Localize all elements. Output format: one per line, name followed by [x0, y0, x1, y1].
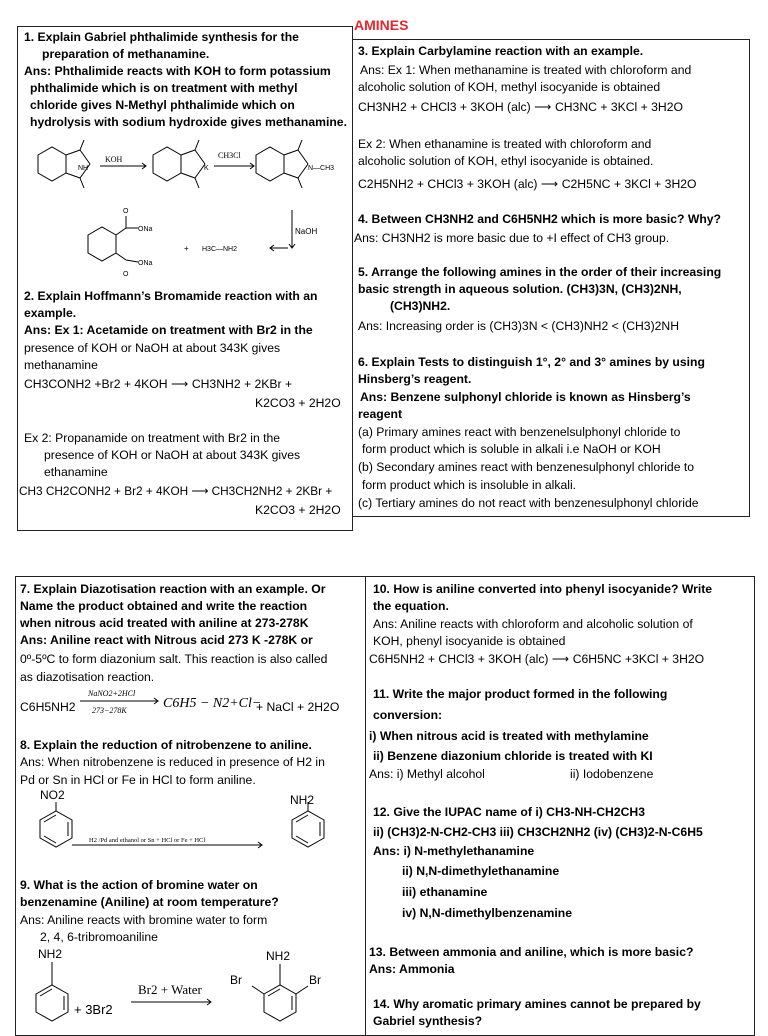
q11-answer-i: Ans: i) Methyl alcohol — [369, 767, 485, 781]
k-label: K — [204, 165, 209, 172]
naoh-label: NaOH — [295, 227, 318, 236]
q11-question-line1: 11. Write the major product formed in the following — [373, 687, 668, 701]
q4-question: 4. Between CH3NH2 and C6H5NH2 which is more basic? Why? — [358, 212, 722, 226]
q6-answer-line2: reagent — [358, 407, 403, 421]
three-br2-label: + 3Br2 — [74, 1002, 113, 1017]
q7-eq-product: C6H5 − N2+Cl− — [163, 696, 262, 711]
bromine-water-reagent: Br2 + Water — [138, 982, 202, 997]
q12-answer-line4: iv) N,N-dimethylbenzenamine — [402, 906, 572, 920]
q8-answer-line1: Ans: When nitrobenzene is reduced in presence of H2 in — [20, 755, 325, 769]
q2-question-line2: example. — [24, 306, 77, 320]
q9-question-line2: benzenamine (Aniline) at room temperature? — [20, 895, 279, 909]
q2-equation1-line2: K2CO3 + 2H2O — [255, 396, 341, 410]
q5-answer: Ans: Increasing order is (CH3)3N < (CH3)NH2 < (CH3)2NH — [358, 319, 680, 333]
q2-equation2-line2: K2CO3 + 2H2O — [255, 503, 341, 517]
q2-example2-line2: presence of KOH or NaOH at about 343K gives — [44, 448, 301, 462]
ch3cl-label: CH3Cl — [218, 151, 241, 160]
q11-part-i: i) When nitrous acid is treated with methylamine — [369, 729, 649, 743]
q11-question-line2: conversion: — [373, 708, 443, 722]
q9-answer-line2: 2, 4, 6-tribromoaniline — [40, 930, 158, 944]
ona-label-2: ONa — [138, 260, 153, 267]
q7-answer-line1: Ans: Aniline react with Nitrous acid 273 K -278K or — [20, 633, 313, 647]
q6-question-line1: 6. Explain Tests to distinguish 1°, 2° and 3° amines by using — [358, 355, 705, 369]
q10-answer-line2: KOH, phenyl isocyanide is obtained — [373, 634, 566, 648]
aniline-nh2-label: NH2 — [38, 947, 63, 961]
q12-answer-line1: Ans: i) N-methylethanamine — [373, 844, 535, 858]
q9-question-line1: 9. What is the action of bromine water on — [20, 878, 258, 892]
product-nh2-label: NH2 — [266, 949, 291, 963]
no2-label: NO2 — [40, 788, 65, 802]
gabriel-synthesis-scheme — [18, 140, 352, 280]
page-title: AMINES — [354, 17, 409, 33]
q5-question-line3: (CH3)NH2. — [390, 299, 451, 313]
q11-answer-ii: ii) Iodobenzene — [570, 767, 654, 781]
q2-answer-line1: Ans: Ex 1: Acetamide on treatment with Br2 in the — [24, 323, 313, 337]
bromination-scheme — [16, 944, 364, 1024]
q7-eq-reagent-top: NaNO2+2HCl — [88, 689, 136, 698]
q6-a-line1: (a) Primary amines react with benzenelsulphonyl chloride to — [358, 425, 681, 439]
q6-b-line2: form product which is insoluble in alkali. — [362, 478, 577, 492]
q7-question-line3: when nitrous acid treated with aniline at 273-278K — [20, 616, 309, 630]
q2-example2-line1: Ex 2: Propanamide on treatment with Br2 in the — [24, 431, 281, 445]
q7-answer-line3: as diazotisation reaction. — [20, 670, 155, 684]
q6-answer-line1: Ans: Benzene sulphonyl chloride is known as Hinsberg’s — [360, 390, 691, 404]
q3-equation2: C2H5NH2 + CHCl3 + 3KOH (alc) ⟶ C2H5NC + 3KCl + 3H2O — [358, 177, 697, 191]
q10-question-line2: the equation. — [373, 599, 449, 613]
plus-sign: + — [184, 244, 189, 253]
q1-question-line2: preparation of methanamine. — [42, 47, 210, 61]
q1-question-line1: 1. Explain Gabriel phthalimide synthesis for the — [24, 30, 299, 44]
q3-answer-line2: alcoholic solution of KOH, methyl isocyanide is obtained — [358, 80, 661, 94]
q2-example2-line3: ethanamine — [44, 465, 108, 479]
q2-equation1-line1: CH3CONH2 +Br2 + 4KOH ⟶ CH3NH2 + 2KBr + — [24, 377, 293, 391]
q2-equation2-line1: CH3 CH2CONH2 + Br2 + 4KOH ⟶ CH3CH2NH2 + 2KBr + — [19, 484, 333, 498]
q1-answer-line2: phthalimide which is on treatment with methyl — [30, 81, 298, 95]
q3-example2-line1: Ex 2: When ethanamine is treated with chloroform and — [358, 137, 652, 151]
q1-answer-line3: chloride gives N-Methyl phthalimide which on — [30, 98, 295, 112]
q6-b-line1: (b) Secondary amines react with benzenesulphonyl chloride to — [358, 460, 695, 474]
q5-question-line1: 5. Arrange the following amines in the order of their increasing — [358, 265, 722, 279]
br-label-right: Br — [309, 973, 321, 987]
q7-question-line1: 7. Explain Diazotisation reaction with an example. Or — [20, 582, 326, 596]
q8-question: 8. Explain the reduction of nitrobenzene to aniline. — [20, 738, 312, 752]
q6-a-line2: form product which is soluble in alkali i.e NaOH or KOH — [362, 442, 661, 456]
q3-example2-line2: alcoholic solution of KOH, ethyl isocyanide is obtained. — [358, 154, 654, 168]
q7-eq-reagent-bottom: 273−278K — [92, 706, 127, 715]
q14-question-line2: Gabriel synthesis? — [373, 1014, 483, 1028]
br-label-left: Br — [230, 973, 242, 987]
reduction-reagent: H2 /Pd and ethanol or Sn + HCl or Fe + HCl — [89, 837, 206, 844]
nch3-label: N—CH3 — [308, 165, 335, 172]
q6-question-line2: Hinsberg’s reagent. — [358, 372, 472, 386]
nh2-label: NH2 — [290, 793, 315, 807]
q1-answer-line4: hydrolysis with sodium hydroxide gives methanamine. — [30, 115, 347, 129]
q12-answer-line2: ii) N,N-dimethylethanamine — [402, 864, 560, 878]
q3-answer-line1: Ans: Ex 1: When methanamine is treated with chloroform and — [360, 63, 692, 77]
o-label-2: O — [123, 271, 129, 278]
q12-question-line2: ii) (CH3)2-N-CH2-CH3 iii) CH3CH2NH2 (iv) (CH3)2-N-C6H5 — [373, 825, 703, 839]
q12-answer-line3: iii) ethanamine — [402, 885, 488, 899]
q11-part-ii: ii) Benzene diazonium chloride is treated with KI — [373, 749, 653, 763]
q7-eq-reactant: C6H5NH2 — [20, 700, 76, 714]
nh-label: NH — [78, 165, 89, 172]
q8-answer-line2: Pd or Sn in HCl or Fe in HCl to form aniline. — [20, 773, 256, 787]
q3-question: 3. Explain Carbylamine reaction with an example. — [358, 44, 644, 58]
q7-question-line2: Name the product obtained and write the reaction — [20, 599, 308, 613]
q10-question-line1: 10. How is aniline converted into phenyl isocyanide? Write — [373, 582, 713, 596]
q6-c: (c) Tertiary amines do not react with benzenesulphonyl chloride — [358, 496, 699, 510]
q5-question-line2: basic strength in aqueous solution. (CH3)3N, (CH3)2NH, — [358, 282, 682, 296]
q12-question-line1: 12. Give the IUPAC name of i) CH3-NH-CH2CH3 — [373, 805, 646, 819]
q3-equation1: CH3NH2 + CHCl3 + 3KOH (alc) ⟶ CH3NC + 3KCl + 3H2O — [358, 100, 683, 114]
q1-answer-line1: Ans: Phthalimide reacts with KOH to form potassium — [24, 64, 331, 78]
q7-answer-line2: 0º-5ºC to form diazonium salt. This reaction is also called — [20, 652, 328, 666]
q2-answer-line2: presence of KOH or NaOH at about 343K gives — [24, 341, 281, 355]
q7-eq-arrow — [78, 686, 162, 716]
methanamine-label: H3C—NH2 — [202, 246, 238, 253]
nitrobenzene-reduction-scheme — [16, 786, 364, 871]
q14-question-line1: 14. Why aromatic primary amines cannot be prepared by — [373, 997, 701, 1011]
q2-answer-line3: methanamine — [24, 358, 98, 372]
q13-answer: Ans: Ammonia — [369, 962, 455, 976]
q10-equation: C6H5NH2 + CHCl3 + 3KOH (alc) ⟶ C6H5NC +3KCl + 3H2O — [369, 652, 705, 666]
q13-question: 13. Between ammonia and aniline, which is more basic? — [369, 945, 694, 959]
ona-label-1: ONa — [138, 226, 153, 233]
q10-answer-line1: Ans: Aniline reacts with chloroform and alcoholic solution of — [373, 617, 693, 631]
koh-label: KOH — [105, 155, 123, 164]
q4-answer: Ans: CH3NH2 is more basic due to +I effect of CH3 group. — [354, 231, 670, 245]
q2-question-line1: 2. Explain Hoffmann’s Bromamide reaction with an — [24, 289, 318, 303]
q7-eq-rest: + NaCl + 2H2O — [256, 700, 340, 714]
q9-answer-line1: Ans: Aniline reacts with bromine water to form — [20, 913, 268, 927]
o-label-1: O — [123, 208, 129, 215]
